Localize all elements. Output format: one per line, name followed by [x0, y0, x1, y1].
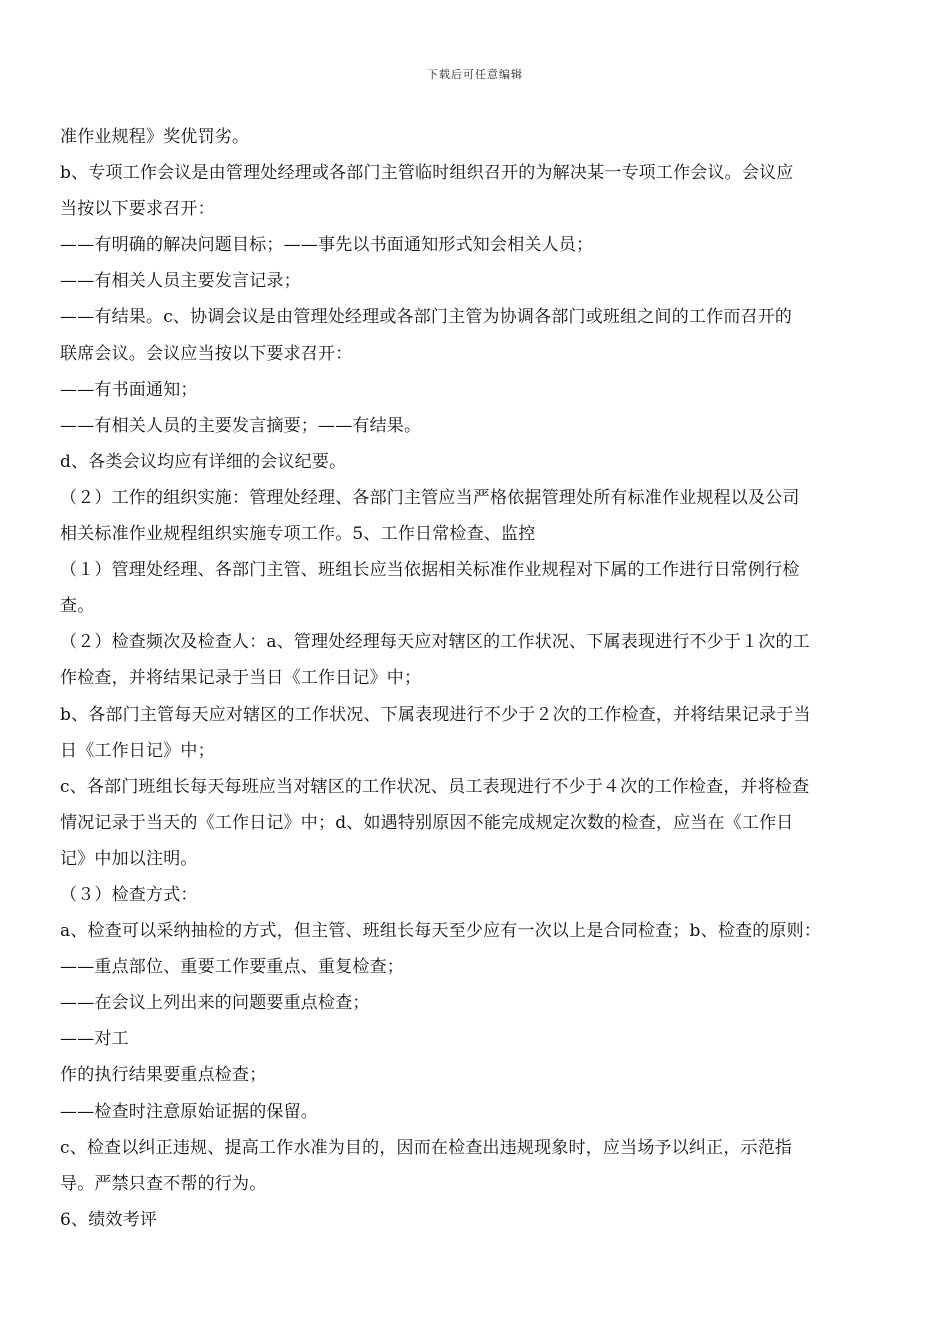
text-line: ——对工: [60, 1029, 129, 1050]
text-line: 6、绩效考评: [60, 1209, 158, 1230]
text-line: ——有相关人员主要发言记录；: [60, 271, 301, 292]
text-line: （２）工作的组织实施：管理处经理、各部门主管应当严格依据管理处所有标准作业规程以及公司: [60, 487, 800, 508]
text-line: 查。: [60, 596, 95, 617]
text-line: ——在会议上列出来的问题要重点检查；: [60, 993, 370, 1014]
text-line: 作检查，并将结果记录于当日《工作日记》中；: [60, 668, 422, 689]
text-line: ——有书面通知；: [60, 379, 198, 400]
text-line: 联席会议。会议应当按以下要求召开：: [60, 343, 353, 364]
text-line: c、各部门班组长每天每班应当对辖区的工作状况、员工表现进行不少于４次的工作检查，并将检查: [60, 776, 810, 797]
page-header: 下载后可任意编辑: [427, 68, 523, 81]
text-line: 相关标准作业规程组织实施专项工作。5、工作日常检查、监控: [60, 524, 536, 545]
text-line: b、各部门主管每天应对辖区的工作状况、下属表现进行不少于２次的工作检查，并将结果记录于当: [60, 704, 811, 725]
text-line: ——有结果。c、协调会议是由管理处经理或各部门主管为协调各部门或班组之间的工作而召开的: [60, 307, 793, 328]
text-line: （１）管理处经理、各部门主管、班组长应当依据相关标准作业规程对下属的工作进行日常例行检: [60, 560, 800, 581]
text-line: ——检查时注意原始证据的保留。: [60, 1101, 318, 1122]
text-line: ——重点部位、重要工作要重点、重复检查；: [60, 957, 404, 978]
text-line: 当按以下要求召开：: [60, 199, 215, 220]
text-line: ——有明确的解决问题目标；——事先以书面通知形式知会相关人员；: [60, 235, 594, 256]
text-line: 导。严禁只查不帮的行为。: [60, 1173, 267, 1194]
text-line: （２）检查频次及检查人：a、管理处经理每天应对辖区的工作状况、下属表现进行不少于１次的工: [60, 632, 810, 653]
text-line: a、检查可以采纳抽检的方式，但主管、班组长每天至少应有一次以上是合同检查；b、检查的原则：: [60, 921, 822, 942]
text-line: 日《工作日记》中；: [60, 740, 215, 761]
text-line: ——有相关人员的主要发言摘要；——有结果。: [60, 415, 422, 436]
text-line: 情况记录于当天的《工作日记》中；d、如遇特别原因不能完成规定次数的检查，应当在《工作日: [60, 812, 794, 833]
text-line: （３）检查方式：: [60, 884, 198, 905]
text-line: c、检查以纠正违规、提高工作水准为目的，因而在检查出违规现象时，应当场予以纠正，示范指: [60, 1137, 793, 1158]
text-line: b、专项工作会议是由管理处经理或各部门主管临时组织召开的为解决某一专项工作会议。会议应: [60, 163, 794, 184]
text-line: d、各类会议均应有详细的会议纪要。: [60, 451, 347, 472]
text-line: 记》中加以注明。: [60, 848, 198, 869]
text-line: 准作业规程》奖优罚劣。: [60, 127, 250, 147]
document-body: [60, 119, 890, 1238]
text-line: 作的执行结果要重点检查；: [60, 1065, 267, 1086]
